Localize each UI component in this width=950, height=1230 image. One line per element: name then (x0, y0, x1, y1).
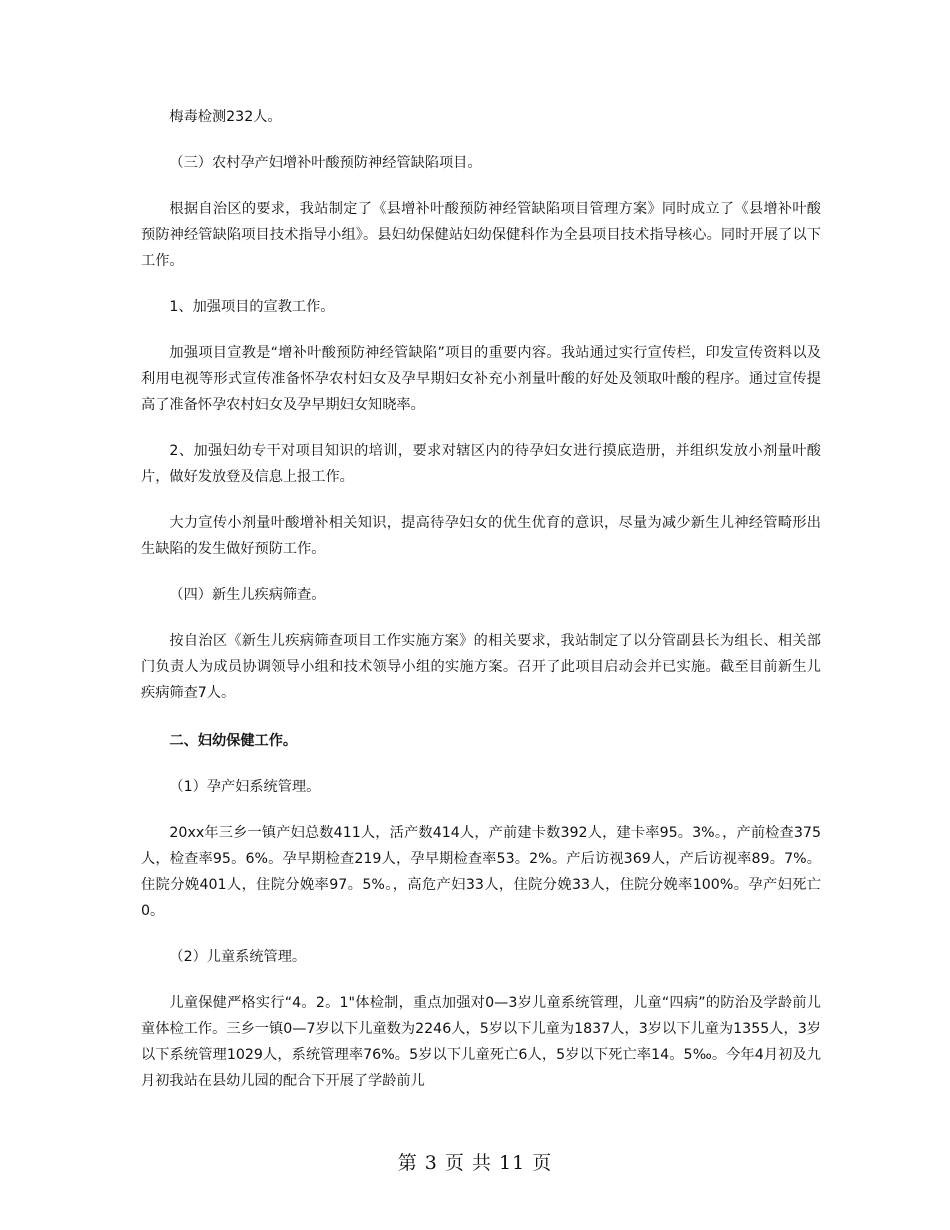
paragraph-folic-acid-plan: 根据自治区的要求，我站制定了《县增补叶酸预防神经管缺陷项目管理方案》同时成立了《县增补叶酸预防神经管缺陷项目技术指导小组》。县妇幼保健站妇幼保健科作为全县项目技术指导核心。同时开展了以下工作。 (141, 201, 821, 269)
document-body (141, 104, 821, 1094)
paragraph-child-statistics: 儿童保健严格实行“4。2。1"体检制，重点加强对0—3岁儿童系统管理，儿童“四病”的防治及学龄前儿童体检工作。三乡一镇0—7岁以下儿童数为2246人，5岁以下儿童为1837人，3岁以下儿童为1355人，3岁以下系统管理1029人，系统管理率76%。5岁以下儿童死亡6人，5岁以下死亡率14。5‰。今年4月初及九月初我站在县幼儿园的配合下开展了学龄前儿 (141, 995, 821, 1089)
paragraph-awareness: 大力宣传小剂量叶酸增补相关知识，提高待孕妇女的优生优育的意识，尽量为减少新生儿神经管畸形出生缺陷的发生做好预防工作。 (141, 515, 821, 557)
subheading-child-management: （2）儿童系统管理。 (169, 949, 307, 965)
paragraph-promotion: 加强项目宣教是“增补叶酸预防神经管缺陷”项目的重要内容。我站通过实行宣传栏，印发宣传资料以及利用电视等形式宣传准备怀孕农村妇女及孕早期妇女补充小剂量叶酸的好处及领取叶酸的程序。通过宣传提高了准备怀孕农村妇女及孕早期妇女知晓率。 (141, 345, 821, 413)
section-heading-maternal-child-health: 二、妇幼保健工作。 (169, 733, 298, 749)
subheading-maternal-management: （1）孕产妇系统管理。 (169, 779, 321, 795)
paragraph-newborn-screening: 按自治区《新生儿疾病筛查项目工作实施方案》的相关要求，我站制定了以分管副县长为组长、相关部门负责人为成员协调领导小组和技术领导小组的实施方案。召开了此项目启动会并已实施。截至目前新生儿疾病筛查7人。 (141, 633, 821, 701)
section-heading-folic-acid: （三）农村孕产妇增补叶酸预防神经管缺陷项目。 (169, 155, 482, 171)
paragraph-maternal-statistics: 20xx年三乡一镇产妇总数411人，活产数414人，产前建卡数392人，建卡率95。3%。，产前检查375人，检查率95。6%。孕早期检查219人，孕早期检查率53。2%。产后访视369人，产后访视率89。7%。住院分娩401人，住院分娩率97。5%。，高危产妇33人，住院分娩33人，住院分娩率100%。孕产妇死亡0。 (141, 825, 821, 919)
section-heading-newborn-screening: （四）新生儿疾病筛查。 (169, 587, 326, 603)
paragraph-syphilis-count: 梅毒检测232人。 (169, 109, 282, 125)
page-number-footer: 第 3 页 共 11 页 (397, 1152, 553, 1174)
paragraph-training: 2、加强妇幼专干对项目知识的培训，要求对辖区内的待孕妇女进行摸底造册，并组织发放小剂量叶酸片，做好发放登及信息上报工作。 (141, 443, 821, 485)
subheading-promotion: 1、加强项目的宣教工作。 (169, 299, 335, 315)
